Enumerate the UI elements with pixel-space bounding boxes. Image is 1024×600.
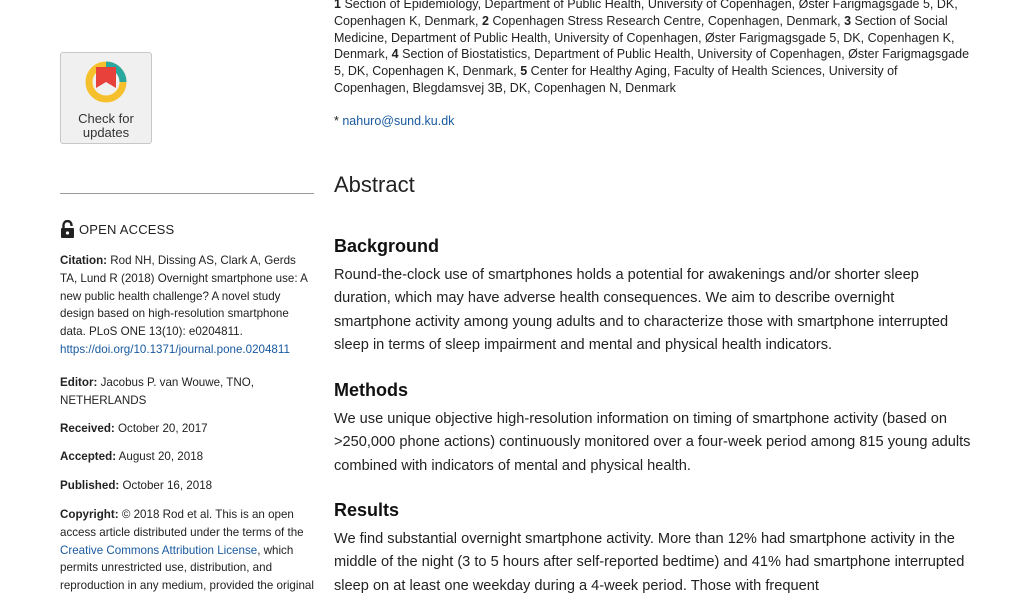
accepted-text: August 20, 2018 bbox=[118, 450, 204, 463]
check-for-updates-badge[interactable] bbox=[60, 52, 152, 144]
affil-num-4: 4 bbox=[391, 47, 399, 62]
published-text: October 16, 2018 bbox=[122, 479, 213, 492]
citation-label: Citation: bbox=[60, 254, 108, 267]
license-link[interactable]: Creative Commons Attribution License bbox=[60, 543, 258, 557]
email-star: * bbox=[334, 114, 339, 128]
copyright-label: Copyright: bbox=[60, 508, 119, 521]
received-label: Received: bbox=[60, 422, 115, 435]
citation-doi-link[interactable]: https://doi.org/10.1371/journal.pone.0204811 bbox=[60, 342, 290, 356]
affiliations bbox=[334, 0, 974, 97]
editor-label: Editor: bbox=[60, 376, 98, 389]
affil-text-5: Center for Healthy Aging, Faculty of Health Sciences, University of Copenhagen, Blegdamsvej 3B, DK, Copenhagen N, Denmark bbox=[334, 64, 898, 95]
abstract-title: Abstract bbox=[334, 172, 415, 197]
email-link[interactable]: nahuro@sund.ku.dk bbox=[342, 114, 455, 128]
copyright-block bbox=[60, 506, 315, 595]
affil-num-3: 3 bbox=[844, 13, 852, 28]
badge-label bbox=[61, 112, 151, 140]
editor-block bbox=[60, 374, 315, 410]
open-lock-icon bbox=[60, 220, 75, 239]
background-heading: Background bbox=[334, 236, 440, 256]
badge-line-2: updates bbox=[82, 125, 130, 140]
corresponding-email bbox=[334, 114, 454, 128]
affil-text-3: Section of Social Medicine, Department of Public Health, University of Copenhagen, Øster Farigmagsgade 5, DK, Copenhagen K, Denmark, bbox=[334, 13, 955, 62]
results-text: We find substantial overnight smartphone activity. More than 12% had smartphone activity in the middle of the night (3 to 5 hours after self-reported bedtime) and 41% had smartphone interrupted sleep on at least one weekday during a 4-week period. Those with frequent bbox=[334, 531, 965, 594]
received-text: October 20, 2017 bbox=[118, 422, 208, 435]
affil-text-2: Copenhagen Stress Research Centre, Copenhagen, Denmark, bbox=[492, 13, 841, 28]
crossmark-icon bbox=[82, 58, 130, 106]
affil-num-1: 1 bbox=[334, 0, 341, 11]
affil-text-4: Section of Biostatistics, Department of Public Health, University of Copenhagen, Øster Farigmagsgade 5, DK, Copenhagen K, Denmark, bbox=[334, 47, 970, 79]
affil-text-1: Section of Epidemiology, Department of Public Health, University of Copenhagen, Øster Farigmagsgade 5, DK, Copenhagen K, Denmark, bbox=[334, 0, 958, 28]
results-heading: Results bbox=[334, 500, 400, 520]
methods-heading: Methods bbox=[334, 380, 408, 400]
received-block bbox=[60, 420, 315, 438]
accepted-block bbox=[60, 448, 315, 466]
copyright-text-2: , which permits unrestricted use, distribution, and reproduction in any medium, provided the original bbox=[60, 543, 314, 593]
open-access bbox=[60, 220, 174, 239]
copyright-text-1: © 2018 Rod et al. This is an open access article distributed under the terms of the bbox=[60, 508, 304, 539]
citation-text: Rod NH, Dissing AS, Clark A, Gerds TA, Lund R (2018) Overnight smartphone use: A new public health challenge? A novel study design based on high-resolution smartphone data. PLoS ONE 13(10): e0204811. bbox=[60, 254, 308, 339]
citation-block bbox=[60, 252, 315, 359]
accepted-label: Accepted: bbox=[60, 450, 117, 463]
published-label: Published: bbox=[60, 479, 120, 492]
affil-num-5: 5 bbox=[520, 64, 528, 79]
methods-text: We use unique objective high-resolution information on timing of smartphone activity (based on >250,000 phone actions) continuously monitored over a four-week period among 815 young adults combined with indicators of mental and physical health. bbox=[334, 411, 971, 474]
editor-text: Jacobus P. van Wouwe, TNO, NETHERLANDS bbox=[60, 376, 254, 407]
badge-line-1: Check for bbox=[78, 111, 134, 126]
published-block bbox=[60, 477, 315, 495]
background-text: Round-the-clock use of smartphones holds a potential for awakenings and/or shorter sleep duration, which may have adverse health consequences. We aim to describe overnight smartphone activity among young adults and to characterize those with smartphone interrupted sleep in terms of sleep impairment and mental and physical health indicators. bbox=[334, 267, 949, 354]
open-access-label: OPEN ACCESS bbox=[79, 222, 175, 237]
affil-num-2: 2 bbox=[482, 13, 489, 28]
left-divider bbox=[60, 193, 314, 194]
